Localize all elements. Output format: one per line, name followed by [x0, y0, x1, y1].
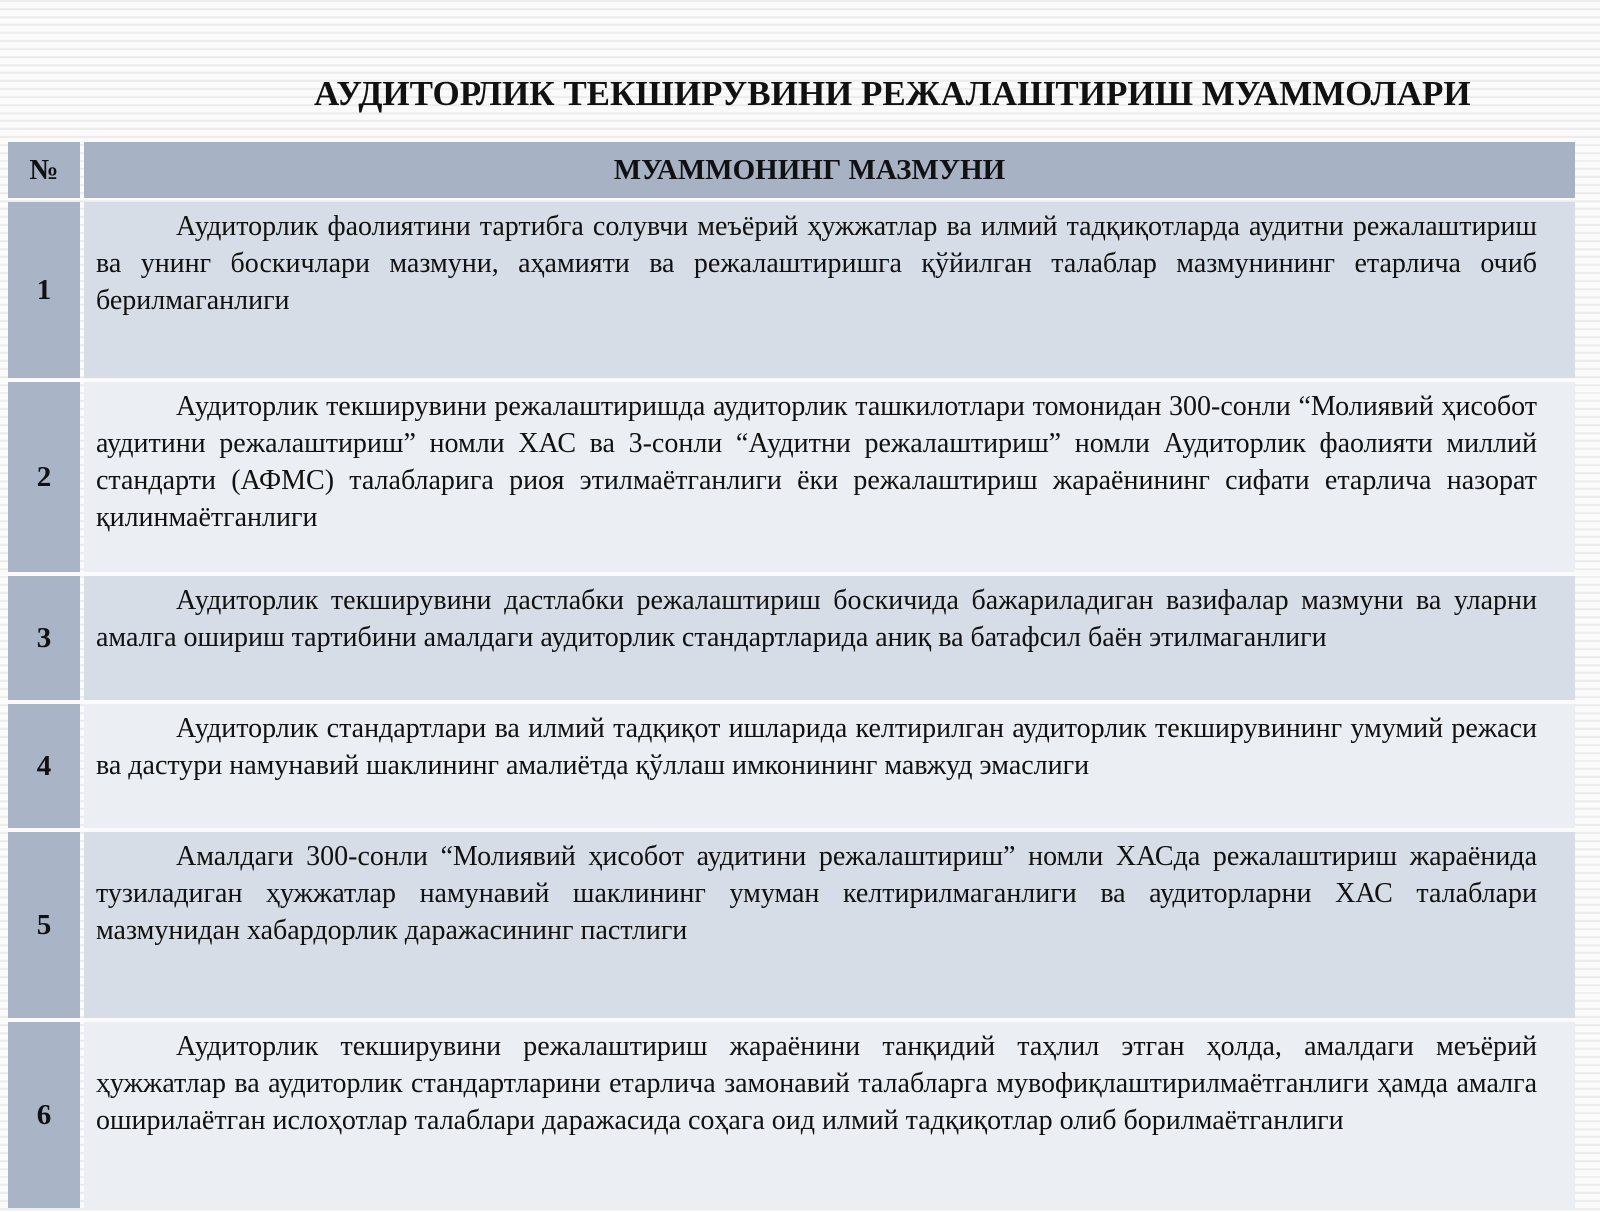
table-row	[8, 202, 1575, 378]
row-text: Амалдаги 300-сонли “Молиявий ҳисобот аудитини режалаштириш” номли ХАСда режалаштириш жараёнида тузиладиган ҳужжатлар намунавий шаклининг умуман келтирилмаганлиги ва аудиторларни ХАС талаблари мазмунидан хабардорлик даражасининг пастлиги	[84, 832, 1575, 1018]
row-number: 5	[8, 832, 80, 1018]
header-number: №	[8, 142, 80, 198]
row-text: Аудиторлик текширувини режалаштириш жараёнини танқидий таҳлил этган ҳолда, амалдаги меъёрий ҳужжатлар ва аудиторлик стандартларини етарлича замонавий талабларга мувофиқлаштирилмаётганлиги ҳамда амалга оширилаётган ислоҳотлар талаблари даражасида соҳага оид илмий тадқиқотлар олиб борилмаётганлиги	[84, 1022, 1575, 1208]
row-number: 4	[8, 704, 80, 828]
table-row	[8, 576, 1575, 700]
row-number: 6	[8, 1022, 80, 1208]
row-text: Аудиторлик стандартлари ва илмий тадқиқот ишларида келтирилган аудиторлик текширувининг умумий режаси ва дастури намунавий шаклининг амалиётда қўллаш имконининг мавжуд эмаслиги	[84, 704, 1575, 828]
row-text: Аудиторлик текширувини дастлабки режалаштириш боскичида бажариладиган вазифалар мазмуни ва уларни амалга ошириш тартибини амалдаги аудиторлик стандартларида аниқ ва батафсил баён этилмаганлиги	[84, 576, 1575, 700]
problems-table	[8, 138, 1575, 1212]
table-row	[8, 832, 1575, 1018]
table-row	[8, 704, 1575, 828]
row-text: Аудиторлик текширувини режалаштиришда аудиторлик ташкилотлари томонидан 300-сонли “Молиявий ҳисобот аудитини режалаштириш” номли ХАС ва 3-сонли “Аудитни режалаштириш” номли Аудиторлик фаолияти миллий стандарти (АФМС) талабларига риоя этилмаётганлиги ёки режалаштириш жараёнининг сифати етарлича назорат қилинмаётганлиги	[84, 382, 1575, 572]
table-header-row	[8, 142, 1575, 198]
page-title: АУДИТОРЛИК ТЕКШИРУВИНИ РЕЖАЛАШТИРИШ МУАММОЛАРИ	[314, 74, 1471, 113]
row-number: 2	[8, 382, 80, 572]
table-row	[8, 382, 1575, 572]
row-number: 1	[8, 202, 80, 378]
header-content: МУАММОНИНГ МАЗМУНИ	[84, 142, 1575, 198]
row-number: 3	[8, 576, 80, 700]
table-row	[8, 1022, 1575, 1208]
row-text: Аудиторлик фаолиятини тартибга солувчи меъёрий ҳужжатлар ва илмий тадқиқотларда аудитни режалаштириш ва унинг боскичлари мазмуни, аҳамияти ва режалаштиришга қўйилган талаблар мазмунининг етарлича очиб берилмаганлиги	[84, 202, 1575, 378]
